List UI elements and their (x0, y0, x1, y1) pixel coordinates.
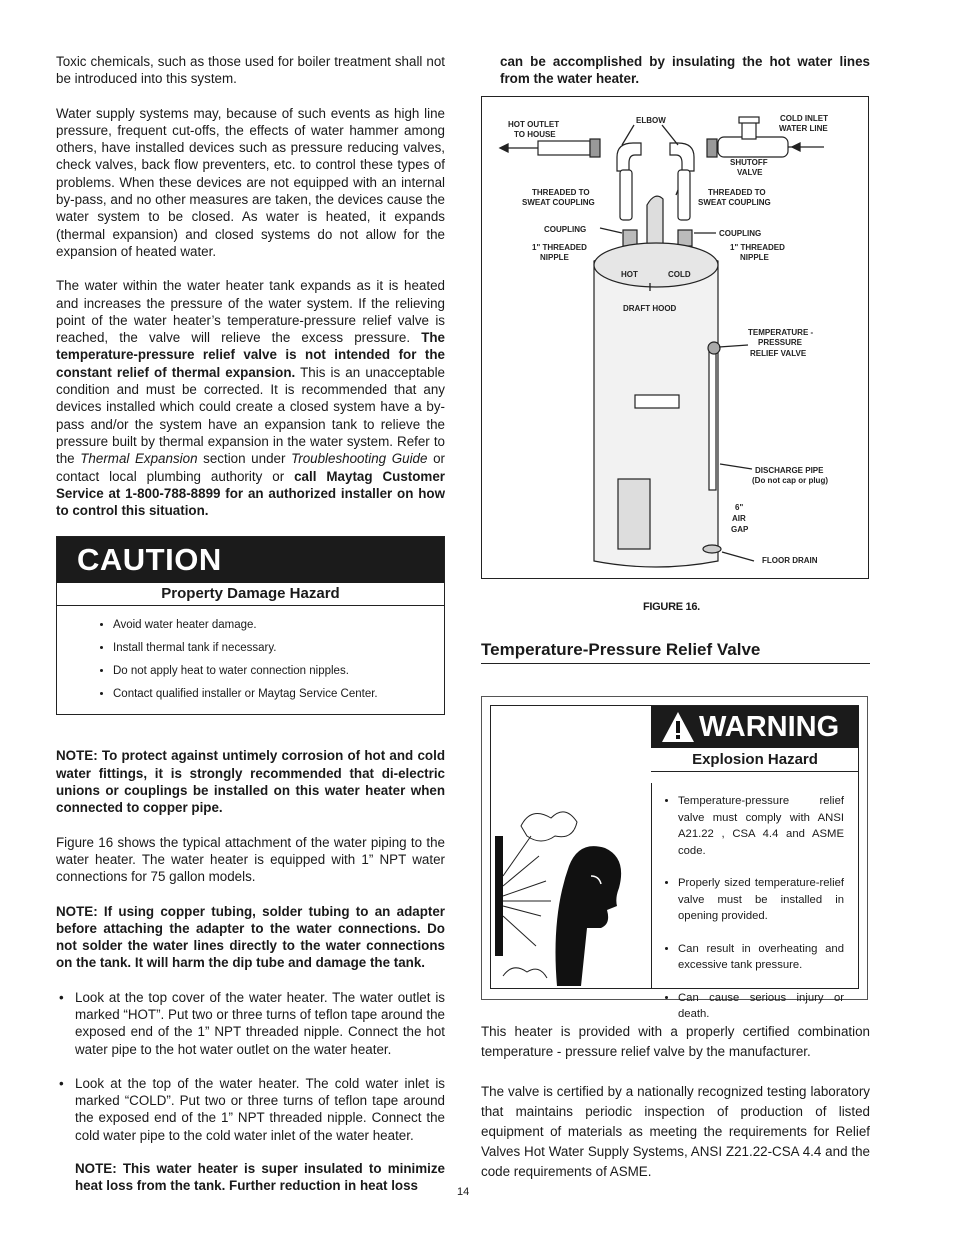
text-run: This is an unacceptable condition and must be corrected. It is recommended that any devices installed which could create a closed system have a by-pass and/or the system have an expansion tank to relieve the pressure built by thermal expansion in the water system. Refer to the (56, 364, 445, 467)
warning-list-area (651, 783, 860, 1020)
water-heater-diagram (482, 97, 868, 578)
text-run: or contact local plumbing authority or (56, 451, 445, 484)
bold-run: The temperature-pressure relief valve is not intended for the constant relief of thermal expansion. (56, 330, 445, 380)
label-elbow: ELBOW (636, 116, 666, 125)
warning-item: • Can cause serious injury or death. (678, 990, 860, 1023)
caution-subtitle: Property Damage Hazard (57, 583, 444, 606)
label-nipple-left-1: 1" THREADED (532, 243, 587, 252)
label-shutoff-2: VALVE (737, 168, 763, 177)
label-coupling-left: COUPLING (544, 225, 587, 234)
bullet-text: Look at the top cover of the water heater. The water outlet is marked “HOT”. Put two or three turns of teflon tape around the exposed end of the 1” NPT threaded nipple. Connect the hot water pipe to the hot water outlet on the water heater. (75, 989, 445, 1057)
warning-inner (490, 705, 859, 1020)
label-cold: COLD (668, 270, 691, 279)
warning-title: WARNING (699, 711, 840, 743)
bullet-text: Look at the top of the water heater. The cold water inlet is marked “COLD”. Put two or three turns of teflon tape around the exposed end of the 1” NPT threaded nipple. Connect the cold water pipe to the cold water inlet of the water heater. (75, 1075, 445, 1143)
figure-caption: FIGURE 16. (643, 601, 700, 613)
bullet-dot: • (59, 989, 64, 1005)
wall-block (495, 836, 503, 956)
right-riser (678, 170, 690, 220)
warning-item: • Temperature-pressure relief valve must comply with ANSI A21.22 , CSA 4.4 and ASME code. (678, 793, 860, 859)
paragraph-water-supply: Water supply systems may, because of such events as high line pressure, frequent cut-offs, the effects of water hammer among others, have installed devices such as pressure reducing valves, check valves, back flow preventers, etc. to control these types of problems. When these devices are not equipped with an internal by-pass, and no other measures are taken, the devices cause the water system to be closed. As water is heated, it expands (thermal expansion) and closed systems do not allow for the expansion of heated water. (56, 105, 445, 259)
label-cold-inlet-2: WATER LINE (779, 124, 828, 133)
italic-run: Thermal Expansion (80, 451, 198, 467)
label-tp-2: PRESSURE (758, 338, 803, 347)
coupling-right (678, 230, 692, 246)
page-number: 14 (457, 1186, 470, 1198)
italic-run: Troubleshooting Guide (291, 451, 428, 467)
discharge-pipe (709, 345, 716, 490)
caution-item: • Install thermal tank if necessary. (113, 637, 444, 660)
paragraph-figure-16: Figure 16 shows the typical attachment of the water piping to the water heater. The water heater is equipped with 1” NPT water connections for 75 gallon models. (56, 834, 445, 885)
caution-list (57, 614, 444, 706)
label-nipple-right-2: NIPPLE (740, 253, 769, 262)
shutoff-handle (739, 117, 759, 123)
label-gap-2: AIR (732, 514, 746, 523)
continued-note: can be accomplished by insulating the hot water lines from the water heater. (500, 54, 870, 87)
warning-list (652, 793, 860, 1023)
bold-run: call Maytag Customer Service at 1-800-788-8899 for an authorized installer on how to control this situation. (56, 468, 445, 519)
paragraph-thermal-expansion (56, 277, 445, 519)
left-column (56, 53, 445, 1212)
bullet-dot: • (59, 1075, 64, 1091)
thermostat-cover (618, 479, 650, 549)
tp-valve (708, 342, 720, 354)
note-dielectric: NOTE: To protect against untimely corrosion of hot and cold water fittings, it is strongly recommended that di-electric unions or couplings be installed on this water heater when connected to copper pipe. (56, 748, 445, 816)
label-tts-left-2: SWEAT COUPLING (522, 198, 595, 207)
hot-outlet-pipe (538, 141, 590, 155)
label-tts-right-2: SWEAT COUPLING (698, 198, 771, 207)
warning-header (651, 706, 859, 748)
person-silhouette (556, 846, 622, 986)
label-tts-right-1: THREADED TO (708, 188, 766, 197)
hot-fitting (590, 139, 600, 157)
cold-fitting (707, 139, 717, 157)
label-nipple-right-1: 1" THREADED (730, 243, 785, 252)
left-riser (620, 170, 632, 220)
label-tp-3: RELIEF VALVE (750, 349, 807, 358)
elbow-right (670, 143, 694, 171)
explosion-hazard-illustration (491, 706, 651, 988)
note-text: NOTE: This water heater is super insulated to minimize heat loss from the tank. Further reduction in heat loss (75, 1161, 445, 1194)
bullet-hot (56, 989, 445, 1058)
label-hot-outlet-2: TO HOUSE (514, 130, 556, 139)
warning-subtitle: Explosion Hazard (651, 751, 859, 772)
paragraph-valve-certification: The valve is certified by a nationally recognized testing laboratory that maintains periodic inspection of production of listed equipment of materials as meeting the requirements for Relief Valves Hot Water Supply Systems, ANSI Z21.22-CSA 4.4 and the code requirements of ASME. (481, 1084, 870, 1179)
text-run: The water within the water heater tank expands as it is heated and increases the pressure of the water system. If the relieving point of the water heater’s temperature-pressure relief valve is reached, the valve will relieve the excess pressure. (56, 278, 445, 346)
label-gap-3: GAP (731, 525, 749, 534)
label-tp-1: TEMPERATURE - (748, 328, 814, 337)
label-hot: HOT (621, 270, 638, 279)
label-shutoff-1: SHUTOFF (730, 158, 768, 167)
label-hot-outlet-1: HOT OUTLET (508, 120, 560, 129)
label-discharge-2: (Do not cap or plug) (752, 476, 828, 485)
label-cold-inlet-1: COLD INLET (780, 114, 828, 123)
paragraph-toxic-chemicals: Toxic chemicals, such as those used for boiler treatment shall not be introduced into this system. (56, 54, 445, 87)
figure-16-diagram (481, 96, 869, 579)
tank-top (594, 243, 718, 287)
elbow-left (617, 143, 641, 171)
note-copper-tubing: NOTE: If using copper tubing, solder tubing to an adapter before attaching the adapter to the water connections. Do not solder the water lines directly to the water connections on the tank. It will harm the dip tube and damage the tank. (56, 903, 445, 971)
note-insulated (56, 1160, 445, 1195)
paragraph-certified-valve: This heater is provided with a properly certified combination temperature - pressure relief valve by the manufacturer. (481, 1024, 870, 1059)
caution-item: • Contact qualified installer or Maytag Service Center. (113, 683, 444, 706)
caution-title: CAUTION (57, 537, 444, 583)
warning-triangle-icon (661, 711, 695, 743)
coupling-left (623, 230, 637, 246)
label-draft-hood: DRAFT HOOD (623, 304, 677, 313)
bullet-cold (56, 1075, 445, 1144)
warning-item: • Properly sized temperature-relief valve must be installed in opening provided. (678, 875, 860, 925)
warning-box (481, 696, 868, 1020)
shutoff-valve (742, 121, 756, 139)
label-nipple-left-2: NIPPLE (540, 253, 569, 262)
label-tts-left-1: THREADED TO (532, 188, 590, 197)
label-gap-1: 6" (735, 503, 744, 512)
label-discharge-1: DISCHARGE PIPE (755, 466, 824, 475)
rating-plate (635, 395, 679, 408)
section-heading: Temperature-Pressure Relief Valve (481, 640, 870, 664)
caution-item: • Do not apply heat to water connection nipples. (113, 660, 444, 683)
text-run: section under (197, 451, 292, 467)
warning-item: • Can result in overheating and excessive tank pressure. (678, 941, 860, 974)
caution-item: • Avoid water heater damage. (113, 614, 444, 637)
floor-drain (703, 545, 721, 553)
cold-inlet-pipe (718, 137, 788, 157)
label-coupling-right: COUPLING (719, 229, 762, 238)
caution-box (56, 536, 445, 715)
label-floor-drain: FLOOR DRAIN (762, 556, 818, 565)
